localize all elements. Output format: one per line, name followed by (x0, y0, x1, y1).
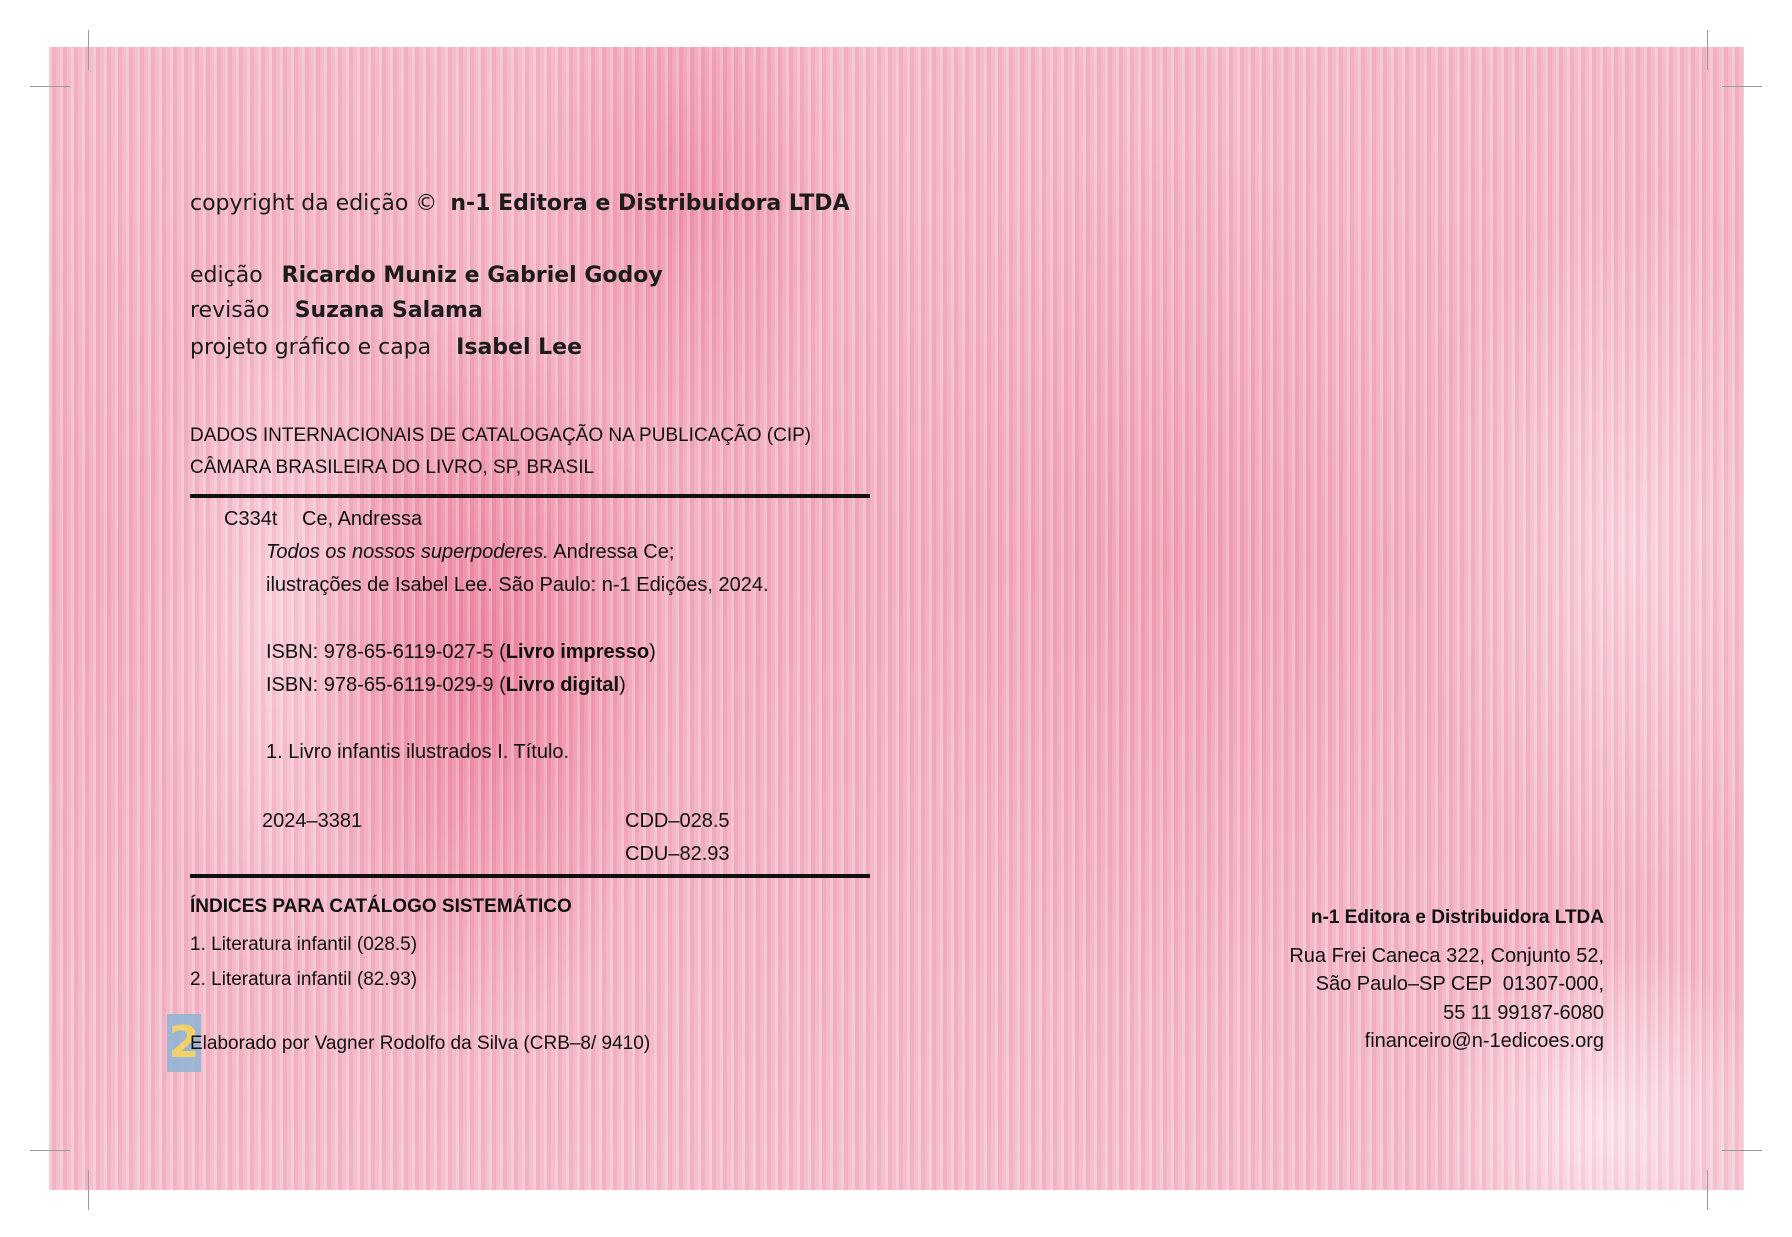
crop-mark (1722, 1150, 1762, 1151)
revision-value: Suzana Salama (294, 298, 483, 323)
author: Ce, Andressa (302, 508, 423, 530)
revision-label: revisão (190, 298, 270, 323)
crop-mark (30, 86, 70, 87)
isbn-digital-format: Livro digital (505, 674, 620, 696)
divider-bottom (190, 874, 870, 878)
edition-credit (190, 263, 663, 288)
index-item: 2. Literatura infantil (82.93) (190, 969, 418, 990)
page-number: 2 (167, 1014, 201, 1072)
copyright-holder: n-1 Editora e Distribuidora LTDA (450, 191, 850, 216)
cip-header-1: DADOS INTERNACIONAIS DE CATALOGAÇÃO NA PUBLICAÇÃO (CIP) (190, 425, 812, 446)
title-rest: Andressa Ce; (548, 541, 675, 563)
crop-mark (1707, 1170, 1708, 1210)
divider-top (190, 494, 870, 498)
design-credit (190, 335, 582, 360)
call-number: C334t (224, 508, 278, 530)
edition-value: Ricardo Muniz e Gabriel Godoy (281, 263, 663, 288)
indices-heading: ÍNDICES PARA CATÁLOGO SISTEMÁTICO (190, 896, 572, 917)
design-label: projeto gráfico e capa (190, 335, 432, 360)
publisher-name: n-1 Editora e Distribuidora LTDA (1310, 907, 1604, 928)
crop-mark (1722, 86, 1762, 87)
control-number: 2024–3381 (262, 810, 363, 832)
copyright-label: copyright da edição © (190, 191, 438, 216)
isbn-print (266, 641, 656, 664)
title-line (266, 541, 674, 564)
publisher-address-2: São Paulo–SP CEP 01307-000, (1315, 973, 1604, 995)
crop-mark (88, 1170, 89, 1210)
cdd: CDD–028.5 (625, 810, 730, 832)
crop-mark (30, 1150, 70, 1151)
isbn-digital (266, 674, 626, 697)
isbn-print-format: Livro impresso (505, 641, 650, 663)
isbn-digital-close: ) (619, 674, 626, 696)
index-item: 1. Literatura infantil (028.5) (190, 934, 418, 955)
isbn-print-close: ) (649, 641, 656, 663)
revision-credit (190, 298, 483, 323)
crop-mark (88, 30, 89, 70)
publisher-phone: 55 11 99187-6080 (1443, 1002, 1604, 1024)
edition-label: edição (190, 263, 263, 288)
publisher-email: financeiro@n-1edicoes.org (1364, 1030, 1604, 1052)
design-value: Isabel Lee (456, 335, 583, 360)
isbn-digital-number: ISBN: 978-65-6119-029-9 ( (266, 674, 506, 696)
crop-mark (1707, 30, 1708, 70)
imprint: ilustrações de Isabel Lee. São Paulo: n-1 Edições, 2024. (266, 574, 769, 596)
book-title: Todos os nossos superpoderes. (266, 541, 549, 563)
subject: 1. Livro infantis ilustrados I. Título. (266, 741, 570, 763)
prepared-by: Elaborado por Vagner Rodolfo da Silva (CRB–8/ 9410) (190, 1033, 651, 1054)
cip-header-2: CÂMARA BRASILEIRA DO LIVRO, SP, BRASIL (190, 457, 595, 478)
copyright-line (190, 191, 850, 216)
cdu: CDU–82.93 (625, 843, 730, 865)
isbn-print-number: ISBN: 978-65-6119-027-5 ( (266, 641, 506, 663)
publisher-address-1: Rua Frei Caneca 322, Conjunto 52, (1289, 945, 1604, 967)
